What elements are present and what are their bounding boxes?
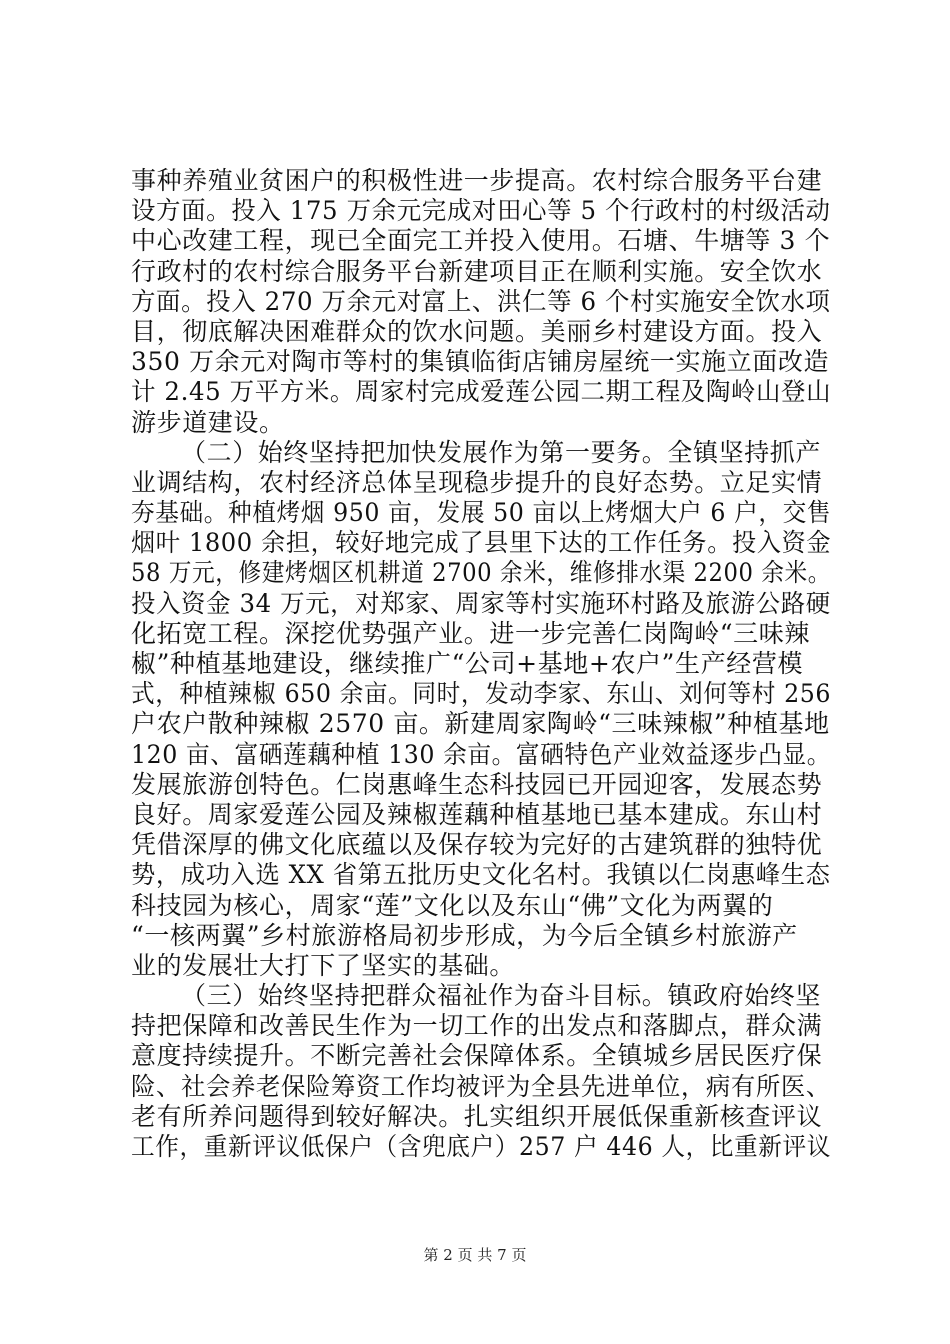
text-line: 设方面。投入 175 万余元完成对田心等 5 个行政村的村级活动	[131, 196, 831, 226]
text-line: 中心改建工程，现已全面完工并投入使用。石塘、牛塘等 3 个	[131, 226, 831, 256]
text-line: 持把保障和改善民生作为一切工作的出发点和落脚点，群众满	[131, 1011, 823, 1041]
text-line: 投入资金 34 万元，对郑家、周家等村实施环村路及旅游公路硬	[131, 588, 831, 618]
text-line: 游步道建设。	[131, 407, 285, 437]
text-line: 式，种植辣椒 650 余亩。同时，发动李家、东山、刘何等村 256	[131, 679, 832, 709]
text-line: 险、社会养老保险筹资工作均被评为全县先进单位，病有所医、	[131, 1071, 831, 1101]
text-line: 老有所养问题得到较好解决。扎实组织开展低保重新核查评议	[131, 1101, 823, 1131]
text-line: 化拓宽工程。深挖优势强产业。进一步完善仁岗陶岭“三味辣	[131, 618, 810, 648]
text-line: 工作，重新评议低保户（含兜底户）257 户 446 人，比重新评议	[131, 1132, 832, 1161]
text-line: 科技园为核心，周家“莲”文化以及东山“佛”文化为两翼的	[131, 890, 774, 920]
text-line: 业的发展壮大打下了坚实的基础。	[131, 950, 516, 980]
text-line: 计 2.45 万平方米。周家村完成爱莲公园二期工程及陶岭山登山	[131, 377, 832, 407]
text-line: 方面。投入 270 万余元对富上、洪仁等 6 个村实施安全饮水项	[131, 286, 831, 316]
text-line: 行政村的农村综合服务平台新建项目正在顺利实施。安全饮水	[131, 256, 823, 286]
text-line: 户农户散种辣椒 2570 亩。新建周家陶岭“三味辣椒”种植基地	[131, 709, 830, 739]
text-line: 58 万元，修建烤烟区机耕道 2700 余米，维修排水渠 2200 余米。	[131, 558, 831, 588]
text-line: “一核两翼”乡村旅游格局初步形成，为今后全镇乡村旅游产	[131, 920, 798, 950]
text-line: 350 万余元对陶市等村的集镇临街店铺房屋统一实施立面改造	[131, 347, 830, 377]
document-body	[131, 166, 831, 1162]
text-line: （二）始终坚持把加快发展作为第一要务。全镇坚持抓产	[181, 437, 822, 467]
text-line: 意度持续提升。不断完善社会保障体系。全镇城乡居民医疗保	[131, 1041, 823, 1071]
text-line: 烟叶 1800 余担，较好地完成了县里下达的工作任务。投入资金	[131, 528, 832, 558]
text-line: 发展旅游创特色。仁岗惠峰生态科技园已开园迎客，发展态势	[131, 769, 823, 799]
text-line: 夯基础。种植烤烟 950 亩，发展 50 亩以上烤烟大户 6 户，交售	[131, 498, 832, 528]
page-footer: 第 2 页 共 7 页	[423, 1246, 527, 1264]
text-line: 目，彻底解决困难群众的饮水问题。美丽乡村建设方面。投入	[131, 316, 823, 346]
text-line: 椒”种植基地建设，继续推广“公司+基地+农户”生产经营模	[131, 649, 804, 678]
text-line: 事种养殖业贫困户的积极性进一步提高。农村综合服务平台建	[131, 166, 823, 195]
text-line: 凭借深厚的佛文化底蕴以及保存较为完好的古建筑群的独特优	[131, 830, 823, 860]
text-line: 业调结构，农村经济总体呈现稳步提升的良好态势。立足实情	[131, 467, 823, 497]
text-line: 120 亩、富硒莲藕种植 130 余亩。富硒特色产业效益逐步凸显。	[131, 739, 832, 769]
text-line: 势，成功入选 XX 省第五批历史文化名村。我镇以仁岗惠峰生态	[131, 860, 831, 890]
text-line: 良好。周家爱莲公园及辣椒莲藕种植基地已基本建成。东山村	[131, 799, 823, 829]
text-line: （三）始终坚持把群众福祉作为奋斗目标。镇政府始终坚	[181, 981, 822, 1011]
